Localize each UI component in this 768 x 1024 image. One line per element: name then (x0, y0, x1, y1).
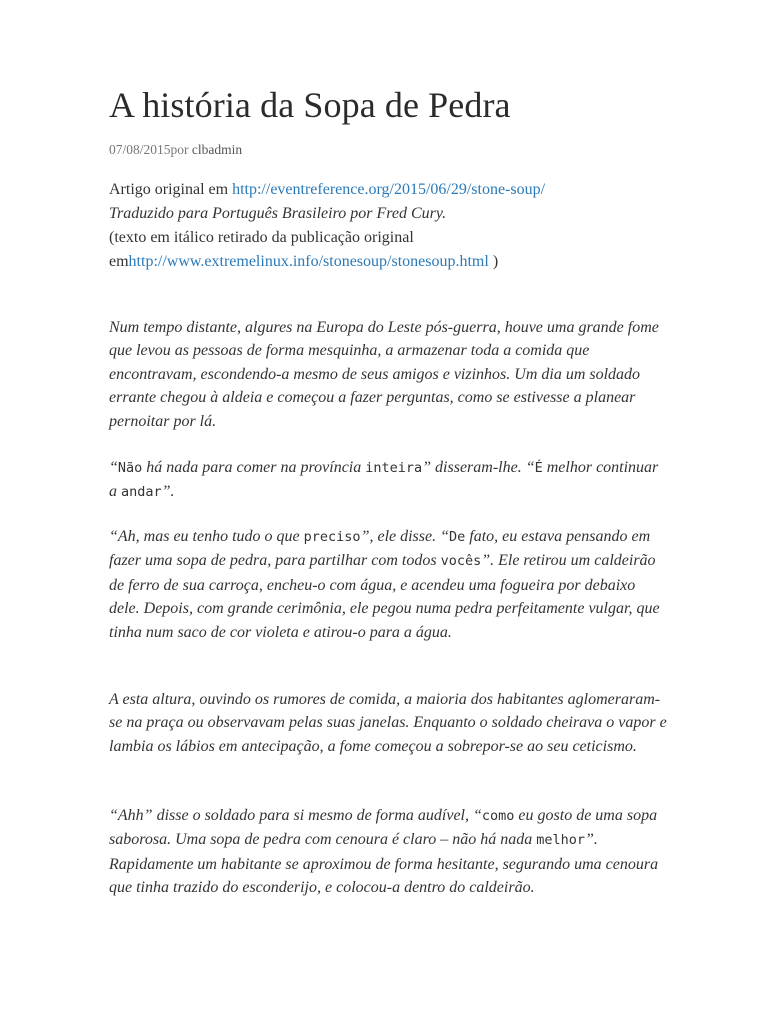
story-paragraph-text (109, 525, 669, 644)
source-publication-link[interactable]: http://www.extremelinux.info/stonesoup/stonesoup.html (128, 253, 489, 270)
mono-text-run: melhor (536, 832, 585, 849)
mono-text-run: andar (121, 484, 162, 501)
mono-text-run: como (481, 808, 515, 824)
article-intro (109, 178, 669, 274)
text-run: ”, ele disse. “ (360, 528, 450, 545)
original-article-link[interactable]: http://eventreference.org/2015/06/29/stone-soup/ (232, 181, 546, 198)
story-paragraph-5 (109, 804, 669, 900)
post-author[interactable]: clbadmin (191, 142, 243, 157)
intro-line-original (109, 178, 669, 202)
post-meta (109, 142, 242, 158)
story-paragraph-text (109, 804, 669, 900)
text-run: ”. Ele retirou um caldeirão de ferro de sua carroça, encheu-o com água, e acendeu uma fogueira por debaixo dele. Depois, com grande cerimônia, ele pegou numa pedra perfeitamente vulgar, que tinha num saco de cor violeta e atirou-o para a água. (109, 552, 660, 641)
intro-line-source (109, 250, 669, 274)
by-label: por (170, 142, 189, 157)
story-paragraph-4 (109, 688, 669, 758)
story-paragraph-2 (109, 456, 669, 505)
intro-source-prefix: em (109, 253, 129, 270)
mono-text-run: De (449, 529, 466, 545)
story-paragraph-text (109, 456, 669, 505)
text-run: “Ahh” disse o soldado para si mesmo de forma audível, “ (109, 807, 482, 824)
story-paragraph-text: A esta altura, ouvindo os rumores de comida, a maioria dos habitantes aglomeraram-se na praça ou observavam pelas suas janelas. Enquanto o soldado cheirava o vapor e lambia os lábios em antecipação, a fome começou a sobrepor-se ao seu ceticismo. (109, 691, 667, 755)
text-run: há nada para comer na província (142, 459, 366, 476)
page-title: A história da Sopa de Pedra (109, 85, 511, 125)
story-paragraph-3 (109, 525, 669, 644)
text-run: melhor continuar a (109, 459, 659, 501)
story-paragraph-text: Num tempo distante, algures na Europa do Leste pós-guerra, houve uma grande fome que levou as pessoas de forma mesquinha, a armazenar toda a comida que encontravam, escondendo-a mesmo de seus amigos e vizinhos. Um dia um soldado errante chegou à aldeia e começou a fazer perguntas, como se estivesse a planear pernoitar por lá. (109, 319, 659, 430)
intro-line-source-note: (texto em itálico retirado da publicação original (109, 229, 414, 246)
story-paragraph-1 (109, 316, 669, 433)
text-run: fato, eu estava pensando em fazer uma sopa de pedra, para partilhar com todos (109, 528, 651, 570)
mono-text-run: inteira (365, 460, 423, 476)
text-run: eu gosto de uma sopa saborosa. Uma sopa de pedra com cenoura é claro – não há nada (109, 807, 658, 849)
intro-line-translation: Traduzido para Português Brasileiro por Fred Cury. (109, 205, 447, 222)
mono-text-run: vocês (440, 553, 482, 570)
text-run: ” disseram-lhe. “ (422, 459, 535, 476)
text-run: “ (109, 459, 118, 476)
text-run: “Ah, mas eu tenho tudo o que (109, 528, 304, 545)
post-date[interactable]: 07/08/2015 (109, 142, 171, 157)
mono-text-run: preciso (303, 529, 361, 545)
text-run: ”. Rapidamente um habitante se aproximou de forma hesitante, segurando uma cenoura que tinha trazido do esconderijo, e colocou-a dentro do caldeirão. (109, 831, 659, 897)
mono-text-run: Não (117, 460, 143, 476)
intro-source-suffix: ) (488, 253, 499, 270)
text-run: ”. (161, 483, 175, 501)
mono-text-run: É (534, 460, 543, 476)
intro-original-label: Artigo original em (109, 181, 233, 198)
